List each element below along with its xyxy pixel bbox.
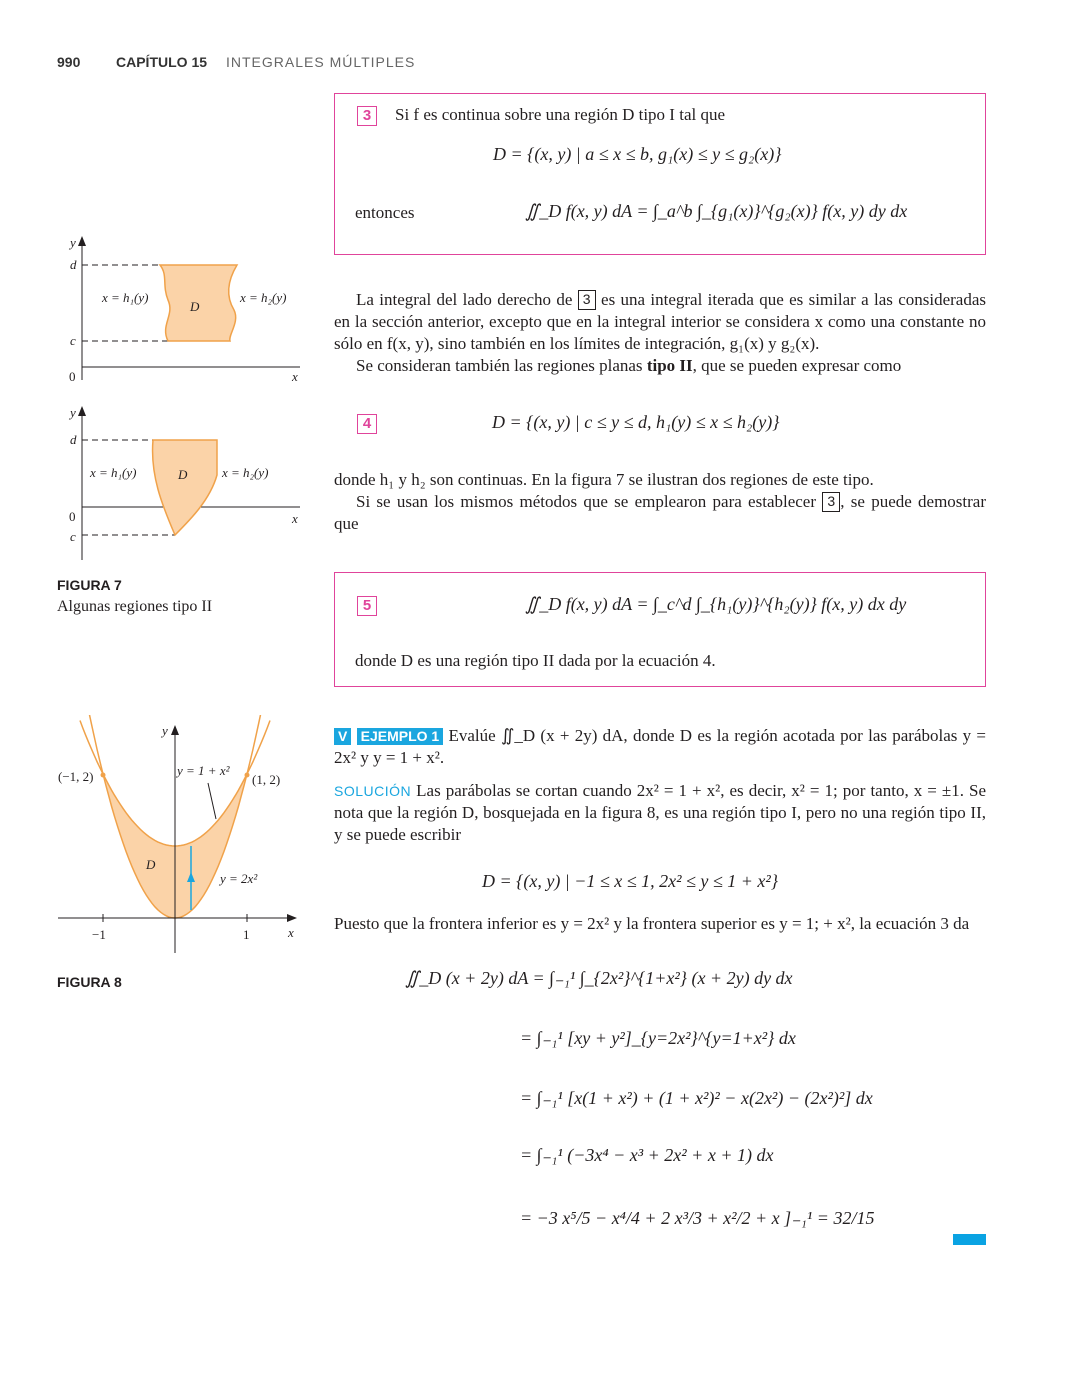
equation-4: D = {(x, y) | c ≤ y ≤ d, h₁(y) ≤ x ≤ h₂(y)} [492, 412, 780, 432]
paragraph-1 [334, 289, 986, 355]
region-set: D = {(x, y) | −1 ≤ x ≤ 1, 2x² ≤ y ≤ 1 + x²} [482, 871, 779, 891]
graph-bottom [68, 405, 300, 560]
paragraph-type2 [334, 355, 986, 377]
box5-formula: ∬_D f(x, y) dA = ∫_c^d ∫_{h₁(y)}^{h₂(y)} f(x, y) dx dy [525, 594, 907, 614]
box3-intro: Si f es continua sobre una región D tipo I tal que [395, 105, 726, 124]
y-label: y [70, 405, 76, 420]
x-label: x [292, 511, 298, 526]
figure-8-label: FIGURA 8 [57, 974, 122, 990]
arrow-icon [287, 914, 297, 922]
box5-note: donde D es una región tipo II dada por la ecuación 4. [355, 651, 716, 670]
figure-7-caption: Algunas regiones tipo II [57, 598, 213, 615]
text: , se puede demostrar que [334, 492, 987, 533]
paragraphs-1 [334, 289, 986, 377]
point-label: (−1, 2) [58, 769, 94, 784]
figure-8-graph [50, 715, 310, 960]
x-label: x [292, 369, 298, 384]
right-boundary-label: x = h₂(y) [240, 290, 287, 305]
derivation-line: = ∫₋₁¹ (−3x⁴ − x³ + 2x² + x + 1) dx [520, 1145, 774, 1165]
derivation-line: = ∫₋₁¹ [xy + y²]_{y=2x²}^{y=1+x²} dx [520, 1028, 796, 1048]
solution-label: SOLUCIÓN [334, 783, 412, 799]
y-label: y [162, 723, 168, 738]
text: La integral del lado derecho de [356, 290, 573, 309]
figure-7-label: FIGURA 7 [57, 577, 122, 593]
y-label: y [70, 235, 76, 250]
chapter-label: CAPÍTULO 15 [116, 54, 208, 70]
example-section [334, 725, 986, 1229]
boundary-text: Puesto que la frontera inferior es y = 2x² y la frontera superior es y = 1; + x², la ecuación 3 da [334, 914, 970, 933]
equation-ref[interactable]: 3 [578, 290, 596, 310]
x-label: x [288, 925, 294, 940]
end-of-example-marker [953, 1234, 986, 1245]
box3-then: entonces [355, 203, 415, 222]
lower-curve-label: y = 2x² [220, 871, 258, 886]
derivation-line: ∬_D (x + 2y) dA = ∫₋₁¹ ∫_{2x²}^{1+x²} (x + 2y) dy dx [405, 968, 793, 988]
region-label: D [190, 299, 200, 314]
origin-label: 0 [69, 369, 76, 384]
text: donde h₁ y h₂ son continuas. En la figura 7 se ilustran dos regiones de este tipo. [334, 470, 874, 489]
text: Se consideran también las regiones planas [356, 356, 643, 375]
example-text: Evalúe ∬_D (x + 2y) dA, donde D es la región acotada por las parábolas y = 2x² y y = 1 + x². [334, 726, 987, 767]
theorem-box-5 [334, 572, 986, 687]
point-label: (1, 2) [252, 772, 281, 787]
pointer-line [208, 783, 216, 819]
region-label: D [146, 857, 156, 872]
equation-tag: 5 [357, 596, 377, 616]
region-label: D [178, 467, 188, 482]
chapter-title: INTEGRALES MÚLTIPLES [226, 54, 416, 70]
origin-label: 0 [69, 509, 76, 524]
c-label: c [70, 529, 76, 544]
page-number: 990 [57, 54, 81, 70]
derivation-line: = −3 x⁵/5 − x⁴/4 + 2 x³/3 + x²/2 + x ]₋₁¹ = 32/15 [520, 1208, 875, 1228]
c-label: c [70, 333, 76, 348]
arrow-icon [171, 725, 179, 735]
equation-tag: 3 [357, 106, 377, 126]
d-label: d [70, 257, 77, 272]
example-v-badge[interactable]: V [334, 728, 351, 745]
region-d [153, 440, 217, 535]
theorem-box-3 [334, 93, 986, 255]
d-label: d [70, 432, 77, 447]
tick-label: 1 [243, 927, 250, 942]
upper-curve-label: y = 1 + x² [177, 763, 230, 778]
solution-text: Las parábolas se cortan cuando 2x² = 1 + x², es decir, x² = 1; por tanto, x = ±1. Se nota que la región D, bosquejada en la figura 8, es una región tipo I, pero no una región tipo II, y se puede escribir [334, 781, 986, 844]
text: , que se pueden expresar como [692, 356, 902, 375]
example-badge: EJEMPLO 1 [357, 728, 444, 745]
intersection-point [101, 773, 106, 778]
solution [334, 780, 986, 846]
graph-top [68, 235, 300, 384]
intersection-point [245, 773, 250, 778]
text: es una integral iterada que es similar a las consideradas en la sección anterior, excepto que en la integral interior se considera x como una constante no sólo en f(x, y), sino también en los límites de integración, g₁(x) y g₂(x). [334, 290, 986, 353]
arrow-icon [78, 406, 86, 416]
left-boundary-label: x = h₁(y) [90, 465, 137, 480]
tick-label: −1 [92, 927, 106, 942]
left-boundary-label: x = h₁(y) [102, 290, 149, 305]
text: Si se usan los mismos métodos que se emplearon para establecer [356, 492, 817, 511]
box3-set: D = {(x, y) | a ≤ x ≤ b, g₁(x) ≤ y ≤ g₂(x)} [493, 144, 782, 164]
figure-7-graphs [50, 230, 320, 565]
equation-tag: 4 [357, 414, 377, 434]
derivation-line: = ∫₋₁¹ [x(1 + x²) + (1 + x²)² − x(2x²) − (2x²)²] dx [520, 1088, 873, 1108]
paragraph-2 [334, 469, 986, 535]
equation-ref[interactable]: 3 [822, 492, 840, 512]
right-boundary-label: x = h₂(y) [222, 465, 269, 480]
term-bold: tipo II [646, 356, 693, 375]
box3-formula: ∬_D f(x, y) dA = ∫_a^b ∫_{g₁(x)}^{g₂(x)} f(x, y) dy dx [525, 201, 908, 221]
arrow-icon [78, 236, 86, 246]
example-1 [334, 725, 986, 769]
